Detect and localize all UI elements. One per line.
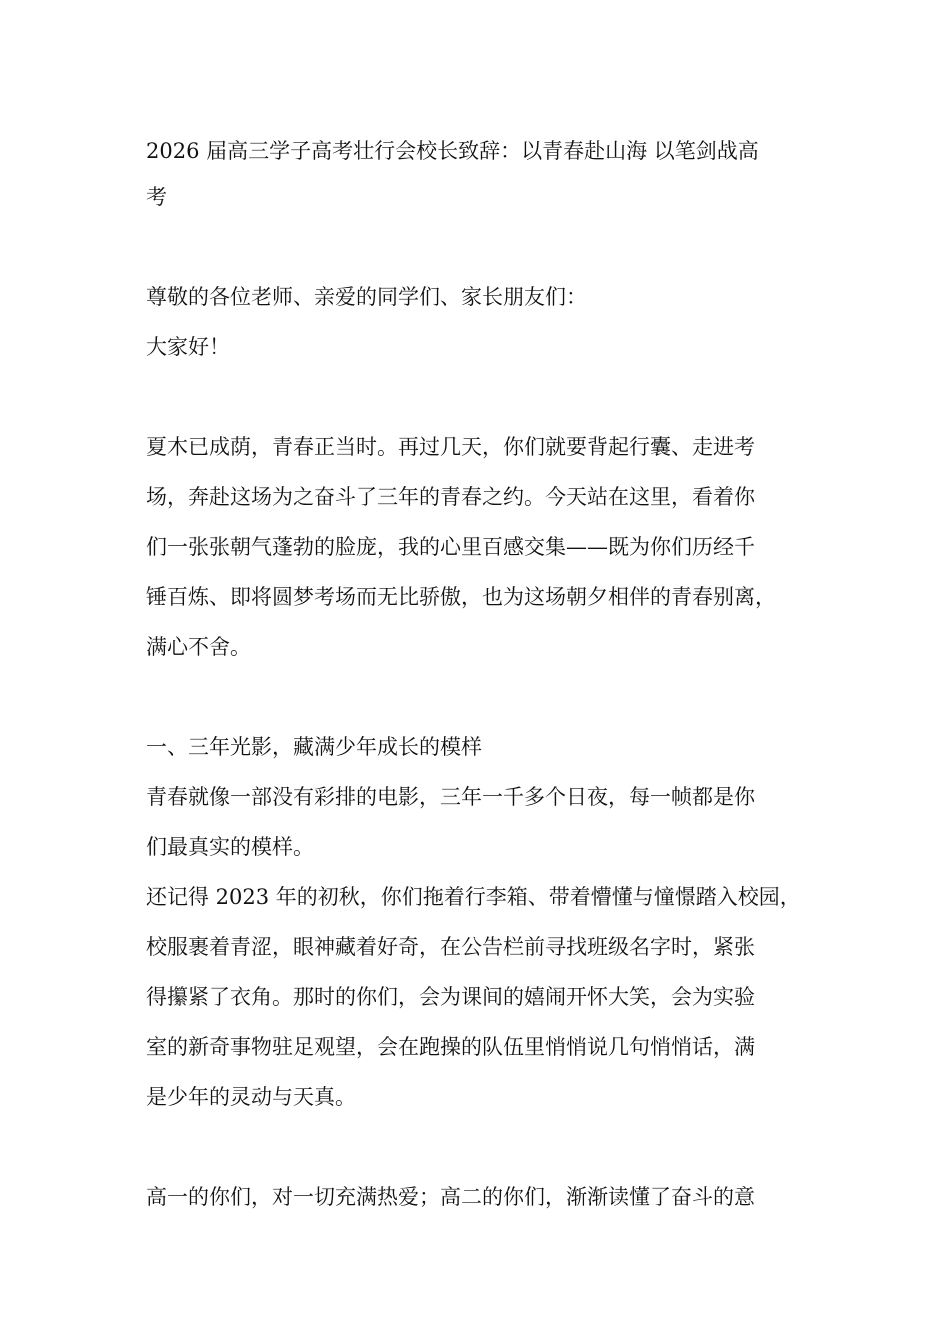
- salutation: 尊敬的各位老师、亲爱的同学们、家长朋友们：: [146, 285, 587, 309]
- document-page: [146, 128, 836, 1222]
- paragraph-2: [146, 772, 836, 872]
- paragraph-line: 得攥紧了衣角。那时的你们，会为课间的嬉闹开怀大笑，会为实验: [146, 985, 755, 1009]
- paragraph-line: 夏木已成荫，青春正当时。再过几天，你们就要背起行囊、走进考: [146, 435, 755, 459]
- spacer: [146, 372, 836, 422]
- paragraph-4: [146, 1172, 836, 1222]
- paragraph-1: [146, 422, 836, 672]
- title-line: 2026 届高三学子高考壮行会校长致辞：以青春赴山海 以笔剑战高: [146, 139, 759, 163]
- paragraph-line: 满心不舍。: [146, 635, 251, 659]
- paragraph-line: 室的新奇事物驻足观望，会在跑操的队伍里悄悄说几句悄悄话，满: [146, 1035, 755, 1059]
- title-line: 考: [146, 185, 167, 209]
- paragraph-line: 们一张张朝气蓬勃的脸庞，我的心里百感交集——既为你们历经千: [146, 535, 755, 559]
- paragraph-line: 场，奔赴这场为之奋斗了三年的青春之约。今天站在这里，看着你: [146, 485, 755, 509]
- paragraph-line: 还记得 2023 年的初秋，你们拖着行李箱、带着懵懂与憧憬踏入校园，: [146, 885, 801, 909]
- paragraph-line: 是少年的灵动与天真。: [146, 1085, 356, 1109]
- spacer: [146, 1122, 836, 1172]
- document-title: [146, 128, 836, 220]
- paragraph-3: [146, 872, 836, 1122]
- spacer: [146, 672, 836, 722]
- greeting: 大家好！: [146, 335, 230, 359]
- spacer: [146, 220, 836, 272]
- section-heading: 一、三年光影，藏满少年成长的模样: [146, 735, 482, 759]
- paragraph-line: 们最真实的模样。: [146, 835, 314, 859]
- paragraph-line: 校服裹着青涩，眼神藏着好奇，在公告栏前寻找班级名字时，紧张: [146, 935, 755, 959]
- paragraph-line: 锤百炼、即将圆梦考场而无比骄傲，也为这场朝夕相伴的青春别离，: [146, 585, 776, 609]
- paragraph-line: 高一的你们，对一切充满热爱；高二的你们，渐渐读懂了奋斗的意: [146, 1185, 755, 1209]
- paragraph-line: 青春就像一部没有彩排的电影，三年一千多个日夜，每一帧都是你: [146, 785, 755, 809]
